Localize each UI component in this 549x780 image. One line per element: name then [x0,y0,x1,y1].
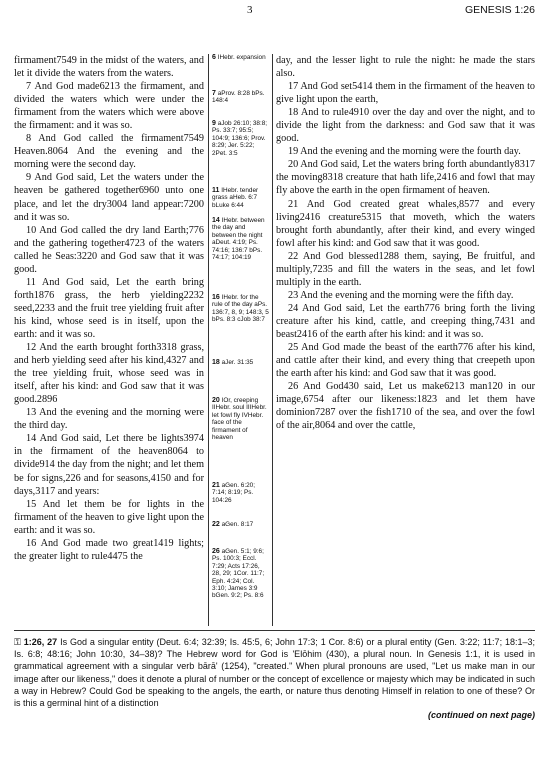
left-text-column [14,54,204,563]
footnote-key: 1:26, 27 [23,637,58,647]
verse-10: 10 And God called the dry land Earth;776 and the gathering together4723 of the waters called he Seas:3220 and God saw that it was good. [14,224,204,275]
verse-24: 24 And God said, Let the earth776 bring forth the living creature after his kind, cattle, and creeping thing,7431 and beast2416 of the earth after his kind: and it was so. [276,302,535,340]
page-header [0,4,549,20]
page-number: 3 [247,4,253,16]
reference-entry: 26 aGen. 5:1; 9:6; Ps. 100:3; Eccl. 7:29; Acts 17:26, 28, 29; 1Cor. 11:7; Eph. 4:24; Col. 3:10; James 3:9 bGen. 9:2; Ps. 8:6 [212,548,265,600]
right-text-column [276,54,535,432]
verse-16: 16 And God made two great1419 lights; the greater light to rule4475 the [14,537,204,562]
study-footnote [14,636,535,721]
verse-15: 15 And let them be for lights in the firmament of the heaven to give light upon the earth: and it was so. [14,498,204,536]
verse-8: 8 And God called the firmament7549 Heaven.8064 And the evening and the morning were the second day. [14,133,204,171]
verse-19: 19 And the evening and the morning were the fourth day. [288,146,521,158]
verse-20: 20 And God said, Let the waters bring forth abundantly8317 the moving8318 creature that hath life,2416 and fowl that may fly above the earth in the open firmament of heaven. [276,159,535,197]
reference-entry: 18 aJer. 31:35 [212,359,254,366]
column-divider-left [208,54,209,626]
reference-entry: 6 IHebr. expansion [212,54,266,61]
verse-13: 13 And the evening and the morning were the third day. [14,407,204,432]
running-head: GENESIS 1:26 [464,4,535,16]
reference-entry: 22 aGen. 8:17 [212,521,254,528]
key-icon: ⚿ [14,637,21,647]
verse-9: 9 And God said, Let the waters under the heaven be gathered together6960 unto one place, and let the dry3004 land appear:7200 and it was so. [14,172,204,223]
verse-26: 26 And God430 said, Let us make6213 man120 in our image,6754 after our likeness:1823 and let them have dominion7287 over the fish1710 of the sea, and over the fowl of the air,8064 and over the cattle, [276,381,535,432]
reference-entry: 9 aJob 26:10; 38:8; Ps. 33:7; 95:5; 104:9; 136:6; Prov. 8:29; Jer. 5:22; 2Pet. 3:5 [212,120,268,157]
verse-23: 23 And the evening and the morning were the fifth day. [288,289,514,301]
verse-17: 17 And God set5414 them in the firmament of the heaven to give light upon the earth, [276,81,535,106]
reference-entry: 11 IHebr. tender grass aHeb. 6:7 bLuke 6:44 [212,187,259,209]
verse-text: day, and the lesser light to rule the night: he made the stars also. [276,55,535,80]
verse-7: 7 And God made6213 the firmament, and divided the waters which were under the firmament from the waters which were above the firmament: and it was so. [14,81,204,132]
verse-11: 11 And God said, Let the earth bring forth1876 grass, the herb yielding2232 seed,2233 and the fruit tree yielding fruit after his kind, whose seed is in itself, upon the earth: and it was so. [14,276,204,340]
reference-entry: 21 aGen. 6:20; 7:14; 8:19; Ps. 104:26 [212,482,255,504]
verse-25: 25 And God made the beast of the earth776 after his kind, and cattle after their kind, and every thing that creepeth upon the earth after his kind: and God saw that it was good. [276,342,535,380]
verse-12: 12 And the earth brought forth3318 grass, and herb yielding seed after his kind,4327 and the tree yielding fruit, whose seed was in itself, after his kind: and God saw that it was good.2896 [14,342,204,406]
reference-entry: 14 IHebr. between the day and between the night aDeut. 4:19; Ps. 74:16; 136:7 bPs. 74:17; 104:19 [212,217,265,262]
verse-text: firmament7549 in the midst of the waters, and let it divide the waters from the waters. [14,55,204,80]
continued-label: (continued on next page) [428,710,535,721]
verse-21: 21 And God created great whales,8577 and every living2416 creature5315 that moveth, which the waters brought forth abundantly, after their kind, and every winged fowl after his kind: and God saw that it was good. [276,198,535,249]
verse-18: 18 And to rule4910 over the day and over the night, and to divide the light from the darkness: and God saw that it was good. [276,107,535,145]
reference-entry: 16 IHebr. for the rule of the day aPs. 136:7, 8, 9; 148:3, 5 bPs. 8:3 cJob 38:7 [212,294,269,324]
reference-entry: 20 IOr, creeping IIHebr. soul IIIHebr. let fowl fly IVHebr. face of the firmament of heaven [212,397,267,442]
footnote-divider [14,630,535,631]
column-divider-right [272,54,273,626]
verse-22: 22 And God blessed1288 them, saying, Be fruitful, and multiply,7235 and fill the waters in the seas, and let fowl multiply in the earth. [276,250,535,288]
verse-14: 14 And God said, Let there be lights3974 in the firmament of the heaven8064 to divide914 the day from the night; and let them be for signs,226 and for seasons,4150 and for days,3117 and years: [14,433,204,497]
footnote-text: Is God a singular entity (Deut. 6:4; 32:39; Is. 45:5, 6; John 17:3; 1 Cor. 8:6) or a plural entity (Gen. 3:22; 11:7; 18:1–3; Is. 6:8; 48:16; John 10:30, 34–38)? The Hebrew word for God is 'Elōhim (430), a plural noun. In Genesis 1:1, it is used in grammatical agreement with a singular verb bārā' (1254), "created." When plural pronouns are used, "Let us make man in our image after our likeness," does it denote a plural of number or the concept of excellence or majesty which may be indicated in such a way in Hebrew? Could God be speaking to the angels, the earth, or nature thus denoting Himself in relation to one of these? Or is this a germinal hint of a distinction [14,637,535,709]
reference-entry: 7 aProv. 8:28 bPs. 148:4 [212,90,265,105]
